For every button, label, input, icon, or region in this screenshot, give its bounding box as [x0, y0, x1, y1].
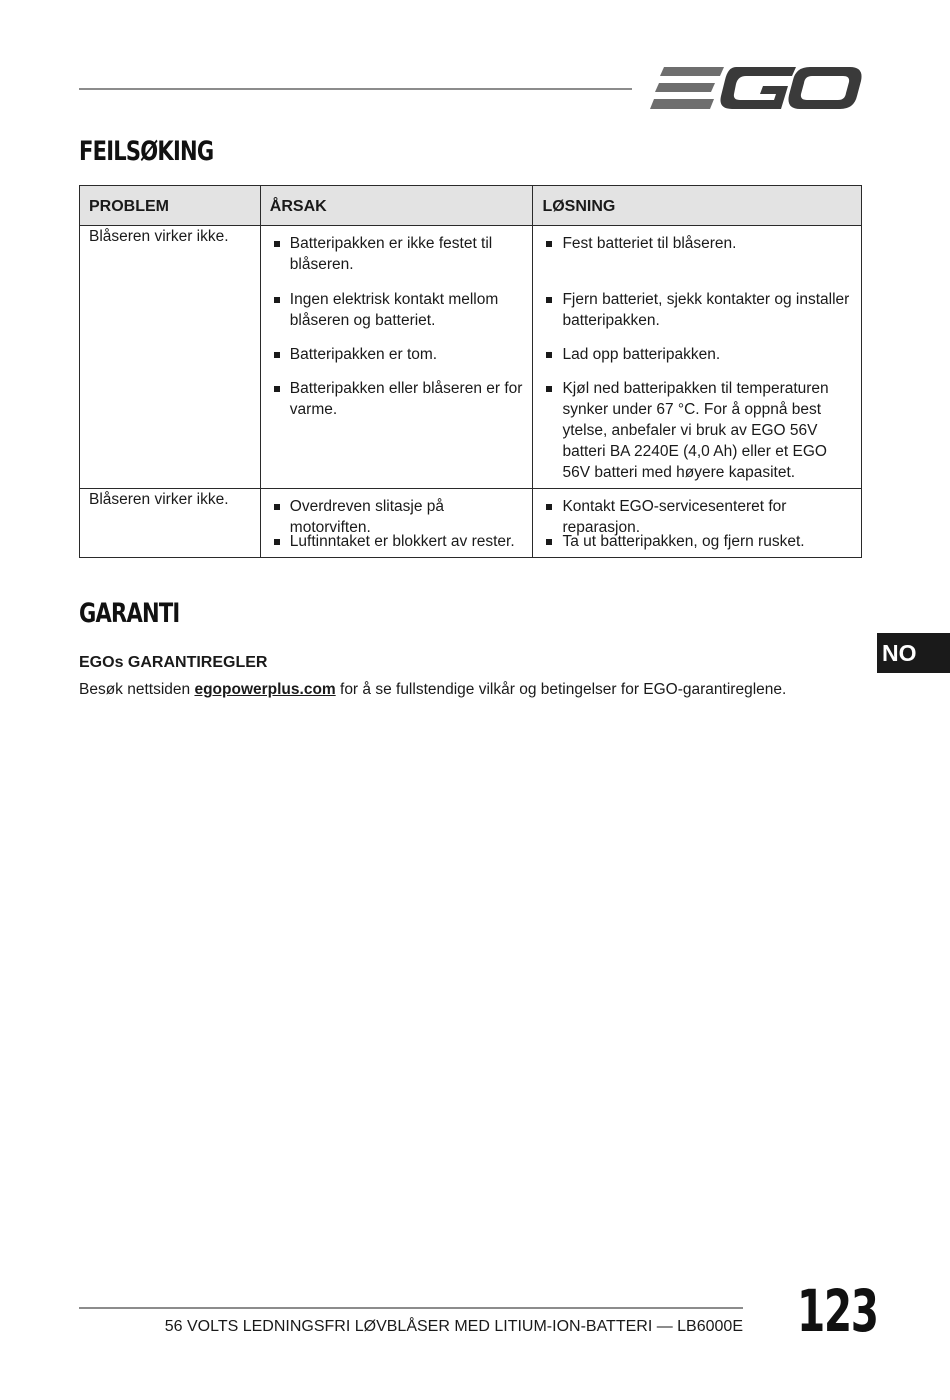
table-row	[80, 226, 862, 489]
language-tab: NO	[877, 633, 950, 673]
cause-item: Batteripakken er ikke festet til blåseren.	[273, 233, 523, 275]
solution-item: Fest batteriet til blåseren.	[545, 233, 851, 275]
cause-item: Batteripakken er tom.	[273, 344, 523, 365]
ego-logo	[650, 64, 862, 112]
problem-cell: Blåseren virker ikke.	[80, 489, 261, 558]
footer-rule	[79, 1307, 743, 1309]
footer-text: 56 VOLTS LEDNINGSFRI LØVBLÅSER MED LITIUM-ION-BATTERI — LB6000E	[164, 1318, 743, 1335]
cause-item: Luftinntaket er blokkert av rester.	[273, 531, 523, 552]
cause-item: Batteripakken eller blåseren er for varme.	[273, 378, 523, 420]
warranty-subheading: EGOs GARANTIREGLER	[79, 654, 268, 671]
solution-item: Ta ut batteripakken, og fjern rusket.	[545, 531, 851, 552]
solution-cell	[533, 489, 862, 558]
column-header-solution: LØSNING	[533, 186, 862, 226]
solution-cell	[533, 226, 862, 489]
problem-cell: Blåseren virker ikke.	[80, 226, 261, 489]
warranty-paragraph	[79, 681, 786, 699]
cause-cell	[260, 489, 533, 558]
troubleshooting-table	[79, 185, 862, 558]
cause-cell	[260, 226, 533, 489]
header-rule	[79, 88, 632, 90]
cause-item: Overdreven slitasje på motorviften.	[273, 496, 523, 517]
column-header-cause: ÅRSAK	[260, 186, 533, 226]
cause-item: Ingen elektrisk kontakt mellom blåseren og batteriet.	[273, 289, 523, 331]
table-header-row	[80, 186, 862, 226]
solution-item: Lad opp batteripakken.	[545, 344, 851, 365]
table-row	[80, 489, 862, 558]
warranty-link[interactable]: egopowerplus.com	[194, 681, 336, 698]
warranty-text-after: for å se fullstendige vilkår og betingelser for EGO-garantireglene.	[335, 681, 787, 698]
solution-item: Kontakt EGO-servicesenteret for reparasjon.	[545, 496, 851, 517]
solution-item: Fjern batteriet, sjekk kontakter og installer batteripakken.	[545, 289, 851, 331]
page-number: 123	[797, 1277, 878, 1345]
column-header-problem: PROBLEM	[80, 186, 261, 226]
warranty-text-before: Besøk nettsiden	[79, 681, 195, 698]
solution-item: Kjøl ned batteripakken til temperaturen synker under 67 °C. For å oppnå best ytelse, anbefaler vi bruk av EGO 56V batteri BA 2240E (4,0 Ah) eller et EGO 56V batteri med høyere kapasitet.	[545, 378, 851, 483]
warranty-title: GARANTI	[79, 598, 180, 629]
troubleshooting-title: FEILSØKING	[79, 136, 214, 167]
